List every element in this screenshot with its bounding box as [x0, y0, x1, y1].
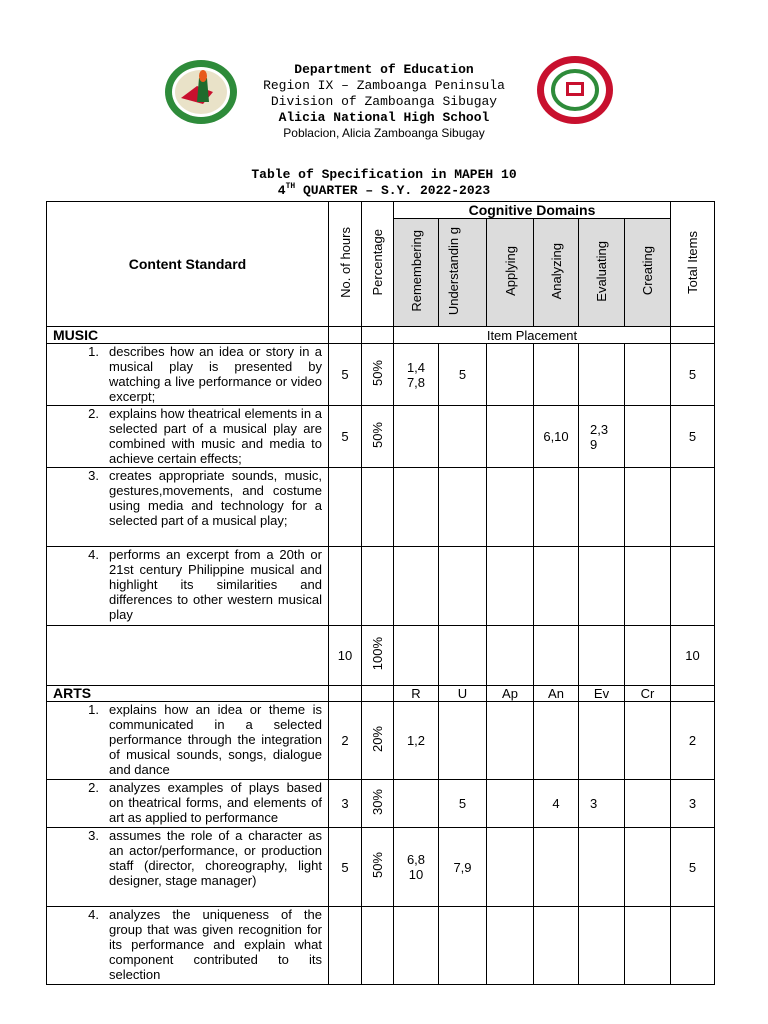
music-evaluating-cell — [579, 547, 625, 626]
music-subtotal-label — [47, 626, 329, 686]
music-pct-cell — [362, 547, 394, 626]
music-pct-cell — [362, 406, 394, 468]
header-total-items-text: Total Items — [685, 231, 700, 294]
music-pct-text: 50% — [370, 359, 385, 387]
arts-competency-cell — [47, 828, 329, 907]
arts-understanding-cell — [439, 702, 487, 780]
header-total-items — [671, 202, 715, 327]
dept-name: Department of Education — [294, 62, 474, 77]
arts-applying-cell — [487, 828, 534, 907]
section-music-label: MUSIC — [47, 327, 329, 344]
arts-creating-cell — [625, 907, 671, 985]
school-name: Alicia National High School — [278, 110, 490, 125]
music-competency-row — [47, 468, 715, 547]
music-blank-hours — [329, 327, 362, 344]
arts-pct-cell — [362, 828, 394, 907]
music-remembering-cell — [394, 406, 439, 468]
arts-remembering-cell: 1,2 — [394, 702, 439, 780]
arts-competency-row — [47, 702, 715, 780]
music-understanding-cell — [439, 406, 487, 468]
music-creating-cell — [625, 406, 671, 468]
arts-creating-cell — [625, 702, 671, 780]
school-address: Poblacion, Alicia Zamboanga Sibugay — [283, 126, 485, 140]
arts-competency-number: 2. — [88, 780, 99, 795]
music-competency-cell — [47, 468, 329, 547]
music-creating-cell — [625, 468, 671, 547]
header-understanding — [439, 219, 487, 327]
music-remembering-cell: 1,4 7,8 — [394, 344, 439, 406]
arts-abbr-cr: Cr — [625, 686, 671, 702]
music-applying-cell — [487, 406, 534, 468]
music-competency-row — [47, 344, 715, 406]
music-understanding-cell: 5 — [439, 344, 487, 406]
music-remembering-cell — [394, 468, 439, 547]
header-hours — [329, 202, 362, 327]
arts-competency-text: explains how an idea or theme is communicated in a selected performance through the integration of musical sounds, songs, dialogue and dance — [109, 702, 322, 777]
arts-evaluating-cell — [579, 828, 625, 907]
music-hours-cell — [329, 547, 362, 626]
music-total-cell: 5 — [671, 344, 715, 406]
region-name: Region IX – Zamboanga Peninsula — [263, 78, 505, 93]
music-applying-cell — [487, 344, 534, 406]
music-subtotal-an — [534, 626, 579, 686]
arts-evaluating-cell: 3 — [579, 780, 625, 828]
arts-blank-hours — [329, 686, 362, 702]
header-cognitive-domains: Cognitive Domains — [394, 202, 671, 219]
arts-understanding-cell: 5 — [439, 780, 487, 828]
arts-analyzing-cell — [534, 828, 579, 907]
quarter-suffix: TH — [285, 182, 296, 191]
arts-analyzing-cell: 4 — [534, 780, 579, 828]
arts-applying-cell — [487, 702, 534, 780]
music-understanding-cell — [439, 547, 487, 626]
music-competency-cell — [47, 547, 329, 626]
division-name: Division of Zamboanga Sibugay — [270, 94, 498, 109]
arts-hours-cell: 3 — [329, 780, 362, 828]
music-evaluating-cell: 2,3 9 — [579, 406, 625, 468]
music-competency-number: 4. — [88, 547, 99, 562]
music-pct-cell — [362, 468, 394, 547]
arts-competency-text: analyzes examples of plays based on theatrical forms, and elements of art as applied to performance — [109, 780, 322, 825]
arts-analyzing-cell — [534, 907, 579, 985]
arts-hours-cell: 2 — [329, 702, 362, 780]
arts-abbr-u: U — [439, 686, 487, 702]
music-competency-row — [47, 547, 715, 626]
arts-total-cell — [671, 907, 715, 985]
arts-pct-cell — [362, 780, 394, 828]
header-creating — [625, 219, 671, 327]
item-placement-label: Item Placement — [394, 327, 671, 344]
music-hours-cell: 5 — [329, 406, 362, 468]
arts-abbr-ev: Ev — [579, 686, 625, 702]
arts-pct-text: 30% — [370, 788, 385, 816]
arts-pct-cell — [362, 702, 394, 780]
arts-creating-cell — [625, 828, 671, 907]
arts-competency-cell — [47, 780, 329, 828]
music-subtotal-total: 10 — [671, 626, 715, 686]
music-remembering-cell — [394, 547, 439, 626]
quarter-text: QUARTER – S.Y. 2022-2023 — [295, 183, 491, 198]
music-subtotal-ap — [487, 626, 534, 686]
arts-abbr-r: R — [394, 686, 439, 702]
music-hours-cell: 5 — [329, 344, 362, 406]
music-competency-cell — [47, 344, 329, 406]
header-applying — [487, 219, 534, 327]
music-blank-pct — [362, 327, 394, 344]
music-competency-text: describes how an idea or story in a musical play is presented by watching a live performance or video excerpt; — [109, 344, 322, 404]
music-rows — [47, 344, 715, 626]
arts-total-cell: 2 — [671, 702, 715, 780]
arts-abbr-ap: Ap — [487, 686, 534, 702]
arts-understanding-cell — [439, 907, 487, 985]
arts-pct-text: 20% — [370, 725, 385, 753]
music-creating-cell — [625, 344, 671, 406]
music-competency-text: performs an excerpt from a 20th or 21st century Philippine musical and highlight its similarities and differences to other western musical play — [109, 547, 322, 622]
arts-pct-text: 50% — [370, 852, 385, 879]
header-percentage-text: Percentage — [370, 229, 385, 296]
music-competency-number: 2. — [88, 406, 99, 421]
music-total-cell — [671, 547, 715, 626]
arts-evaluating-cell — [579, 702, 625, 780]
arts-hours-cell: 5 — [329, 828, 362, 907]
music-evaluating-cell — [579, 468, 625, 547]
music-competency-text: creates appropriate sounds, music, gestures,movements, and costume using media and technology for a selected part of a musical play; — [109, 468, 322, 528]
arts-analyzing-cell — [534, 702, 579, 780]
section-arts-label: ARTS — [47, 686, 329, 702]
header-creating-text: Creating — [640, 246, 655, 296]
header-analyzing — [534, 219, 579, 327]
music-pct-text: 50% — [370, 421, 385, 449]
header-content-standard: Content Standard — [47, 202, 329, 327]
music-subtotal-pct — [362, 626, 394, 686]
music-subtotal-u — [439, 626, 487, 686]
arts-competency-number: 1. — [88, 702, 99, 717]
music-subtotal-ev — [579, 626, 625, 686]
arts-applying-cell — [487, 907, 534, 985]
music-competency-number: 3. — [88, 468, 99, 483]
music-subtotal-pct-text: 100% — [370, 637, 385, 671]
music-competency-cell — [47, 406, 329, 468]
music-subtotal-r — [394, 626, 439, 686]
quarter-number: 4 — [277, 183, 286, 198]
arts-hours-cell — [329, 907, 362, 985]
arts-total-cell: 3 — [671, 780, 715, 828]
arts-rows — [47, 702, 715, 985]
header-evaluating — [579, 219, 625, 327]
arts-blank-pct — [362, 686, 394, 702]
arts-applying-cell — [487, 780, 534, 828]
music-pct-cell — [362, 344, 394, 406]
header-remembering-text: Remembering — [408, 230, 424, 312]
header-percentage — [362, 202, 394, 327]
arts-abbr-an: An — [534, 686, 579, 702]
arts-blank-total — [671, 686, 715, 702]
arts-remembering-cell: 6,8 10 — [394, 828, 439, 907]
music-competency-row — [47, 406, 715, 468]
music-analyzing-cell — [534, 344, 579, 406]
arts-remembering-cell — [394, 780, 439, 828]
header-understanding-text: Understandin g — [445, 226, 461, 316]
arts-competency-row — [47, 780, 715, 828]
doc-title: Table of Specification in MAPEH 10 — [251, 167, 517, 182]
arts-competency-cell — [47, 907, 329, 985]
music-applying-cell — [487, 468, 534, 547]
music-applying-cell — [487, 547, 534, 626]
arts-evaluating-cell — [579, 907, 625, 985]
music-creating-cell — [625, 547, 671, 626]
header-evaluating-text: Evaluating — [594, 240, 609, 302]
music-total-cell — [671, 468, 715, 547]
music-blank-total — [671, 327, 715, 344]
letterhead — [0, 62, 768, 141]
header-applying-text: Applying — [502, 246, 518, 296]
music-evaluating-cell — [579, 344, 625, 406]
doc-quarter — [0, 183, 768, 198]
arts-total-cell: 5 — [671, 828, 715, 907]
music-analyzing-cell — [534, 547, 579, 626]
music-analyzing-cell: 6,10 — [534, 406, 579, 468]
music-analyzing-cell — [534, 468, 579, 547]
music-competency-text: explains how theatrical elements in a selected part of a musical play are combined with music and media to achieve certain effects; — [109, 406, 322, 466]
music-subtotal-cr — [625, 626, 671, 686]
music-hours-cell — [329, 468, 362, 547]
music-total-cell: 5 — [671, 406, 715, 468]
header-analyzing-text: Analyzing — [548, 242, 564, 300]
arts-pct-cell — [362, 907, 394, 985]
arts-competency-number: 3. — [88, 828, 99, 843]
arts-competency-cell — [47, 702, 329, 780]
arts-creating-cell — [625, 780, 671, 828]
arts-competency-text: assumes the role of a character as an actor/performance, or production staff (director, choreography, light designer, stage manager) — [109, 828, 322, 888]
arts-competency-text: analyzes the uniqueness of the group that was given recognition for its performance and explain what component contributed to its selection — [109, 907, 322, 982]
arts-understanding-cell: 7,9 — [439, 828, 487, 907]
arts-competency-number: 4. — [88, 907, 99, 922]
music-competency-number: 1. — [88, 344, 99, 359]
header-remembering — [394, 219, 439, 327]
arts-competency-row — [47, 828, 715, 907]
arts-competency-row — [47, 907, 715, 985]
music-understanding-cell — [439, 468, 487, 547]
music-subtotal-hours: 10 — [329, 626, 362, 686]
specification-table — [46, 201, 715, 985]
arts-remembering-cell — [394, 907, 439, 985]
header-hours-text: No. of hours — [337, 227, 353, 298]
